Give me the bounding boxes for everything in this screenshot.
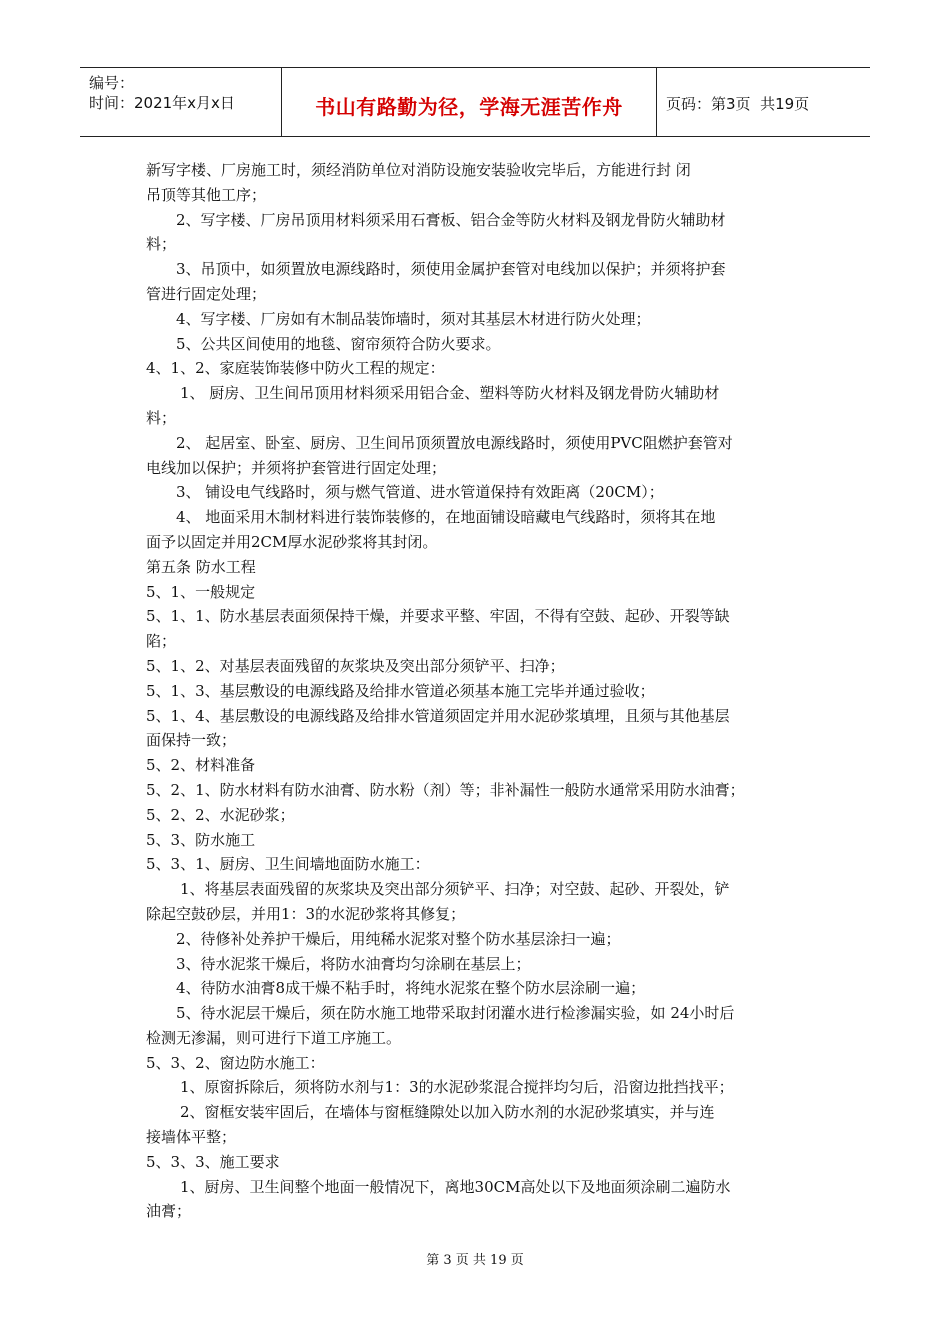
text-line: 5、1、3、基层敷设的电源线路及给排水管道必须基本施工完毕并通过验收； [146,681,655,700]
text-line: 检测无渗漏，则可进行下道工序施工。 [146,1028,402,1047]
text-line: 料； [146,235,177,254]
text-line: 3、 铺设电气线路时，须与燃气管道、进水管道保持有效距离（20CM）； [176,483,664,502]
text-line: 5、3、防水施工 [146,830,256,849]
motto-text: 书山有路勤为径，学海无涯苦作舟 [315,95,623,119]
text-line: 除起空鼓砂层，并用1：3的水泥砂浆将其修复； [146,904,466,923]
text-line: 第五条 防水工程 [146,557,256,576]
text-line: 5、1、4、基层敷设的电源线路及给排水管道须固定并用水泥砂浆填埋，且须与其他基层 [146,706,730,725]
text-line: 2、 起居室、卧室、厨房、卫生间吊顶须置放电源线路时，须使用PVC阻燃护套管对 [176,433,733,452]
text-line: 3、待水泥浆干燥后，将防水油膏均匀涂刷在基层上； [176,954,531,973]
text-line: 陷； [146,632,177,651]
text-line: 5、3、2、窗边防水施工： [146,1053,325,1072]
text-line: 接墙体平整； [146,1128,237,1147]
header-center-cell [282,68,657,136]
text-line: 5、1、2、对基层表面残留的灰浆块及突出部分须铲平、扫净； [146,656,565,675]
text-line: 面予以固定并用2CM厚水泥砂浆将其封闭。 [146,532,438,551]
text-line: 新写字楼、厂房施工时，须经消防单位对消防设施安装验收完毕后，方能进行封 闭 [146,161,691,179]
text-line: 5、2、1、防水材料有防水油膏、防水粉（剂）等；非补漏性一般防水通常采用防水油膏； [146,780,745,799]
page-footer: 第 3 页 共 19 页 [426,1253,524,1268]
header-table [80,67,870,137]
text-line: 5、待水泥层干燥后，须在防水施工地带采取封闭灌水进行检渗漏实验，如 24小时后 [176,1004,735,1023]
text-line: 4、1、2、家庭装饰装修中防火工程的规定： [146,359,445,378]
header-right-cell [657,68,870,136]
text-line: 电线加以保护；并须将护套管进行固定处理； [146,458,447,477]
text-line: 吊顶等其他工序； [146,185,267,204]
text-line: 油膏； [146,1202,192,1221]
text-line: 1、厨房、卫生间整个地面一般情况下，离地30CM高处以下及地面须涂刷二遍防水 [180,1177,731,1196]
header-left-cell [80,68,282,136]
text-line: 1、 厨房、卫生间吊顶用材料须采用铝合金、塑料等防火材料及钢龙骨防火辅助材 [180,384,720,403]
text-line: 1、将基层表面残留的灰浆块及突出部分须铲平、扫净；对空鼓、起砂、开裂处，铲 [180,880,730,899]
text-line: 料； [146,408,177,427]
text-line: 4、 地面采用木制材料进行装饰装修的，在地面铺设暗藏电气线路时，须将其在地 [176,508,716,527]
document-body [146,158,806,1224]
text-line: 1、原窗拆除后，须将防水剂与1：3的水泥砂浆混合搅拌均匀后，沿窗边批挡找平； [180,1078,734,1097]
text-line: 5、2、2、水泥砂浆； [146,805,295,824]
text-line: 2、窗框安装牢固后，在墙体与窗框缝隙处以加入防水剂的水泥砂浆填实，并与连 [180,1103,715,1122]
text-line: 5、1、1、防水基层表面须保持干燥，并要求平整、牢固，不得有空鼓、起砂、开裂等缺 [146,607,730,626]
number-label: 编号： [89,74,135,92]
date-label: 时间：2021年x月x日 [89,94,235,112]
text-line: 4、待防水油膏8成干燥不粘手时，将纯水泥浆在整个防水层涂刷一遍； [176,979,646,998]
text-line: 2、写字楼、厂房吊顶用材料须采用石膏板、铝合金等防火材料及钢龙骨防火辅助材 [176,210,726,229]
text-line: 5、3、1、厨房、卫生间墙地面防水施工： [146,855,430,874]
text-line: 5、公共区间使用的地毯、窗帘须符合防火要求。 [176,334,501,353]
page-indicator: 页码：第3页 共19页 [666,95,810,113]
text-line: 面保持一致； [146,731,237,750]
text-line: 5、2、材料准备 [146,756,256,775]
text-line: 4、写字楼、厂房如有木制品装饰墙时，须对其基层木材进行防火处理； [176,309,651,328]
text-line: 2、待修补处养护干燥后，用纯稀水泥浆对整个防水基层涂扫一遍； [176,929,621,948]
text-line: 管进行固定处理； [146,284,267,303]
text-line: 5、3、3、施工要求 [146,1152,280,1171]
text-line: 3、吊顶中，如须置放电源线路时，须使用金属护套管对电线加以保护；并须将护套 [176,260,726,279]
text-line: 5、1、一般规定 [146,582,256,601]
